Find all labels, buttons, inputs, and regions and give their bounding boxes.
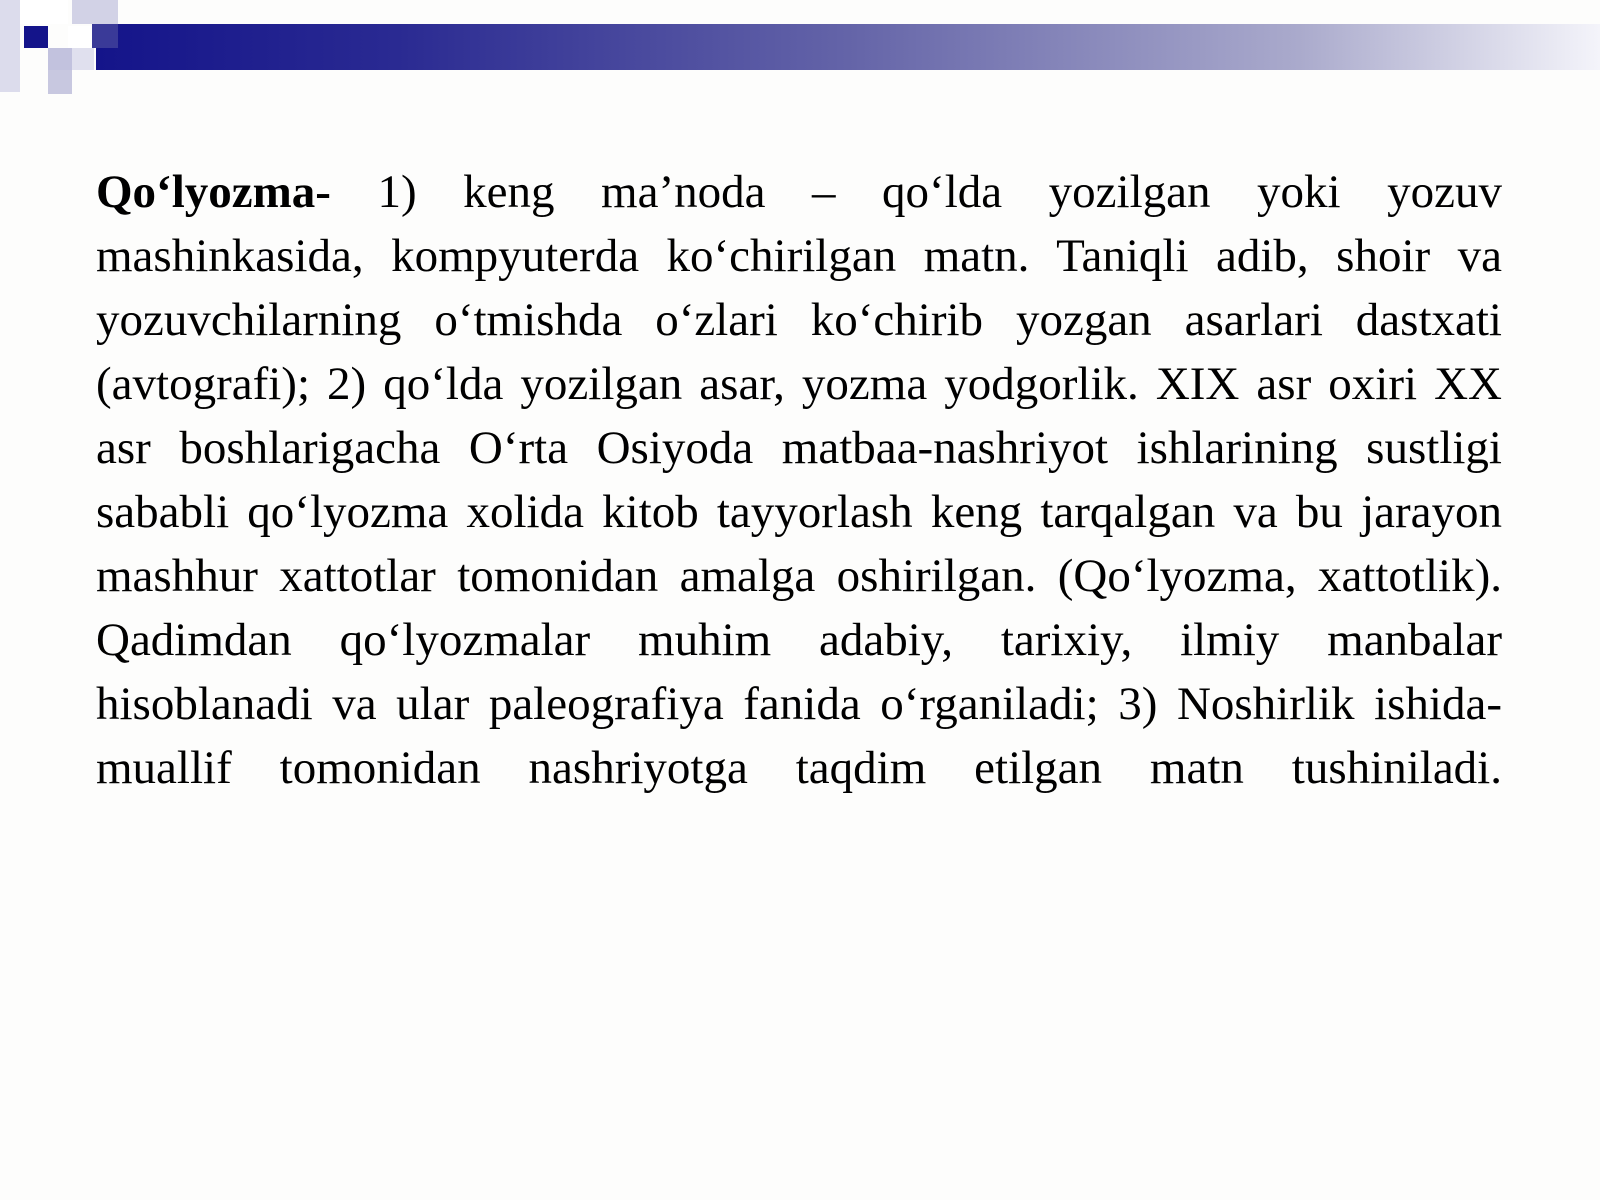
decor-square [0,0,20,92]
decor-square [48,70,72,94]
decor-square [72,48,94,70]
defined-term: Qo‘lyozma- [96,166,331,218]
decor-square [72,0,118,24]
decor-square [92,24,118,48]
header-gradient-bar [96,24,1600,70]
decor-square [20,0,68,24]
definition-text: 1) keng ma’noda – qo‘lda yozilgan yoki yozuv mashinkasida, kompyuterda ko‘chirilgan matn. Taniqli adib, shoir va yozuvchilarning o‘tmishda o‘zlari ko‘chirib yozgan asarlari dastxati (avtografi); 2) qo‘lda yozilgan asar, yozma yodgorlik. XIX asr oxiri XX asr boshlarigacha O‘rta Osiyoda matbaa-nashriyot ishlarining sustligi sababli qo‘lyozma xolida kitob tayyorlash keng tarqalgan va bu jarayon mashhur xattotlar tomonidan amalga oshirilgan. (Qo‘lyozma, xattotlik). Qadimdan qo‘lyozmalar muhim adabiy, tarixiy, ilmiy manbalar hisoblanadi va ular paleografiya fanida o‘rganiladi; 3) Noshirlik ishida- muallif tomonidan nashriyotga taqdim etilgan matn tushiniladi. [96,166,1502,794]
decor-square [68,26,94,48]
definition-paragraph [96,160,1502,800]
decor-square [48,48,72,70]
decor-square [24,26,48,48]
